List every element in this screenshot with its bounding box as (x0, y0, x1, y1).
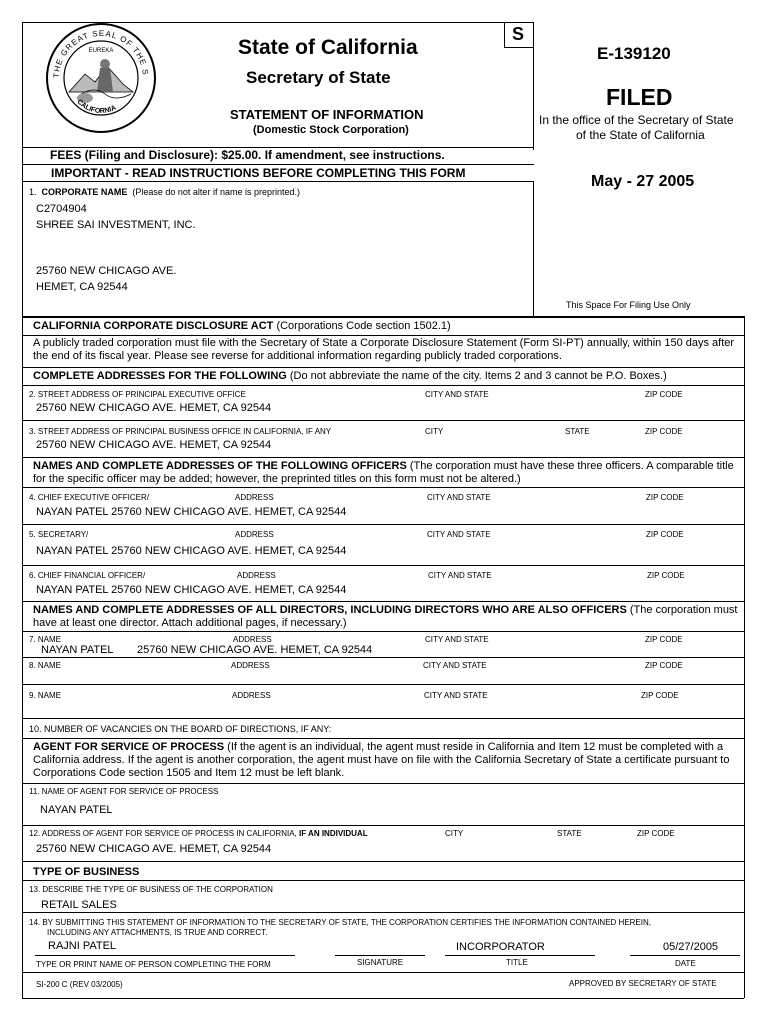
item8-zip-col: ZIP CODE (645, 661, 683, 670)
rule-item3-top (22, 420, 744, 421)
item4-zip-col: ZIP CODE (646, 493, 684, 502)
rule-item13-top (22, 880, 744, 881)
item9-zip-col: ZIP CODE (641, 691, 679, 700)
corp-number: C2704904 (36, 203, 87, 215)
item8-address-col: ADDRESS (231, 661, 270, 670)
rule-directors-top (22, 601, 744, 602)
important-line: IMPORTANT - READ INSTRUCTIONS BEFORE COMPLETING THIS FORM (51, 166, 466, 180)
item12-zip-col: ZIP CODE (637, 829, 675, 838)
item4-label: 4. CHIEF EXECUTIVE OFFICER/ (29, 493, 150, 502)
item5-zip-col: ZIP CODE (646, 530, 684, 539)
item6-address-col: ADDRESS (237, 571, 276, 580)
item12-city-col: CITY (445, 829, 464, 838)
item11-label: 11. NAME OF AGENT FOR SERVICE OF PROCESS (29, 787, 219, 796)
item14-line2: INCLUDING ANY ATTACHMENTS, IS TRUE AND CORRECT. (47, 928, 268, 937)
rule-item8-top (22, 657, 744, 658)
item10-label: 10. NUMBER OF VACANCIES ON THE BOARD OF DIRECTIONS, IF ANY: (29, 724, 332, 734)
corp-address1: 25760 NEW CHICAGO AVE. (36, 265, 177, 277)
filing-number: E-139120 (597, 44, 671, 63)
filed-office-line2: of the State of California (576, 128, 705, 142)
rule-item12-top (22, 825, 744, 826)
name-underline (35, 955, 295, 956)
item2-city-col: CITY AND STATE (425, 390, 489, 399)
title-underline (445, 955, 595, 956)
signature-underline (335, 955, 425, 956)
seal-motto: EUREKA (88, 48, 114, 54)
directors-title: NAMES AND COMPLETE ADDRESSES OF ALL DIRECTORS, INCLUDING DIRECTORS WHO ARE ALSO OFFICERS (The corporation must have at least one director. Attach additional pages, if necessary.) (33, 604, 738, 629)
form-title: STATEMENT OF INFORMATION (230, 107, 424, 122)
item3-state-col: STATE (565, 427, 590, 436)
rule-item11-top (22, 783, 744, 784)
rule-main-top (22, 316, 744, 318)
item13-value: RETAIL SALES (41, 899, 117, 911)
rule-item6-top (22, 565, 744, 566)
item4-city-col: CITY AND STATE (427, 493, 491, 502)
item6-city-col: CITY AND STATE (428, 571, 492, 580)
item12-label: 12. ADDRESS OF AGENT FOR SERVICE OF PROCESS IN CALIFORNIA, IF AN INDIVIDUAL (29, 829, 368, 838)
filing-space-note: This Space For Filing Use Only (566, 300, 691, 310)
signature-caption: SIGNATURE (357, 958, 404, 967)
item5-address-col: ADDRESS (235, 530, 274, 539)
rule-disclosure (22, 335, 744, 336)
item3-zip-col: ZIP CODE (645, 427, 683, 436)
item11-value: NAYAN PATEL (40, 804, 113, 816)
filing-frame-left (533, 22, 534, 150)
seal-bottom-text: CALIFORNIA (75, 98, 118, 115)
item14-line1: 14. BY SUBMITTING THIS STATEMENT OF INFORMATION TO THE SECRETARY OF STATE, THE CORPORATION CERTIFIES THE INFORMATION CONTAINED HEREIN, (29, 918, 651, 927)
date-caption: DATE (675, 959, 696, 968)
item5-value: NAYAN PATEL 25760 NEW CHICAGO AVE. HEMET, CA 92544 (36, 545, 347, 557)
item9-city-col: CITY AND STATE (424, 691, 488, 700)
form-id: SI-200 C (REV 03/2005) (36, 980, 123, 989)
item13-label: 13. DESCRIBE THE TYPE OF BUSINESS OF THE CORPORATION (29, 885, 273, 894)
title-caption: TITLE (506, 958, 528, 967)
rule-item14-top (22, 912, 744, 913)
item4-address-col: ADDRESS (235, 493, 274, 502)
item4-value: NAYAN PATEL 25760 NEW CHICAGO AVE. HEMET, CA 92544 (36, 506, 347, 518)
item7-address: 25760 NEW CHICAGO AVE. HEMET, CA 92544 (137, 644, 373, 656)
disclosure-title: CALIFORNIA CORPORATE DISCLOSURE ACT (Corporations Code section 1502.1) (33, 320, 451, 332)
item9-address-col: ADDRESS (232, 691, 271, 700)
sign-date: 05/27/2005 (663, 941, 719, 953)
item6-label: 6. CHIEF FINANCIAL OFFICER/ (29, 571, 146, 580)
business-title: TYPE OF BUSINESS (33, 866, 140, 878)
rule-addresses-header (22, 385, 744, 386)
state-seal (45, 22, 157, 134)
rule-footer-top (22, 972, 744, 973)
filed-office-line1: In the office of the Secretary of State (539, 113, 734, 127)
item9-label: 9. NAME (29, 691, 62, 700)
rule-item5-top (22, 524, 744, 525)
item7-zip-col: ZIP CODE (645, 635, 683, 644)
item1-label: 1. CORPORATE NAME (Please do not alter if name is preprinted.) (29, 187, 300, 197)
item7-address-col: ADDRESS (233, 635, 272, 644)
item1-right-edge (533, 181, 534, 316)
form-type-letter: S (512, 24, 525, 44)
rule-important-bottom (22, 181, 534, 182)
fees-line: FEES (Filing and Disclosure): $25.00. If amendment, see instructions. (50, 148, 445, 162)
item7-name: NAYAN PATEL (41, 644, 114, 656)
rule-item9-top (22, 684, 744, 685)
signer-name: RAJNI PATEL (48, 940, 117, 952)
frame-bottom (22, 998, 744, 999)
main-frame-right (744, 316, 745, 998)
item6-value: NAYAN PATEL 25760 NEW CHICAGO AVE. HEMET, CA 92544 (36, 584, 347, 596)
item2-label: 2. STREET ADDRESS OF PRINCIPAL EXECUTIVE OFFICE (29, 390, 246, 399)
filed-date: May - 27 2005 (591, 173, 695, 190)
item7-city-col: CITY AND STATE (425, 635, 489, 644)
approved-note: APPROVED BY SECRETARY OF STATE (569, 979, 717, 988)
officers-title: NAMES AND COMPLETE ADDRESSES OF THE FOLLOWING OFFICERS (The corporation must have these three officers. A comparable title for the specific officer may be added; however, the preprinted titles on this form must not be altered.) (33, 460, 734, 485)
item2-zip-col: ZIP CODE (645, 390, 683, 399)
corp-name: SHREE SAI INVESTMENT, INC. (36, 219, 196, 231)
rule-item10-top (22, 718, 744, 719)
seal-outer-text: THE GREAT SEAL OF THE S (51, 28, 151, 79)
item12-state-col: STATE (557, 829, 582, 838)
disclosure-text: A publicly traded corporation must file with the Secretary of State a Corporate Disclosure Statement (Form SI-PT) annually, within 150 days after the end of its fiscal year. Please see reverse for additional information regarding publicly traded corporations. (33, 337, 735, 362)
date-underline (630, 955, 740, 956)
item3-city-col: CITY (425, 427, 444, 436)
rule-addresses-top (22, 367, 744, 368)
item5-label: 5. SECRETARY/ (29, 530, 89, 539)
rule-business-top (22, 861, 744, 862)
form-subtitle: (Domestic Stock Corporation) (253, 124, 409, 136)
corp-address2: HEMET, CA 92544 (36, 281, 128, 293)
item12-value: 25760 NEW CHICAGO AVE. HEMET, CA 92544 (36, 843, 272, 855)
rule-agent-top (22, 738, 744, 739)
frame-top (22, 22, 534, 23)
item5-city-col: CITY AND STATE (427, 530, 491, 539)
item8-city-col: CITY AND STATE (423, 661, 487, 670)
item7-label: 7. NAME (29, 635, 62, 644)
item3-value: 25760 NEW CHICAGO AVE. HEMET, CA 92544 (36, 439, 272, 451)
item3-label: 3. STREET ADDRESS OF PRINCIPAL BUSINESS OFFICE IN CALIFORNIA, IF ANY (29, 427, 332, 436)
header-office: Secretary of State (246, 68, 391, 87)
filed-stamp: FILED (606, 84, 673, 110)
rule-directors-header (22, 631, 744, 632)
svg-text:CALIFORNIA (75, 98, 117, 115)
rule-fees-bottom (22, 164, 534, 165)
name-caption: TYPE OR PRINT NAME OF PERSON COMPLETING THE FORM (36, 960, 271, 969)
header-state: State of California (238, 36, 418, 59)
rule-officers-top (22, 457, 744, 458)
frame-left (22, 22, 23, 316)
agent-title: AGENT FOR SERVICE OF PROCESS (If the agent is an individual, the agent must reside in California and Item 12 must be completed with a California address. If the agent is another corporation, the agent must have on file with the California Secretary of State a certificate pursuant to Corporations Code section 1505 and Item 12 must be left blank. (33, 741, 730, 779)
addresses-title: COMPLETE ADDRESSES FOR THE FOLLOWING (Do not abbreviate the name of the city. Items 2 and 3 cannot be P.O. Boxes.) (33, 370, 667, 382)
item2-value: 25760 NEW CHICAGO AVE. HEMET, CA 92544 (36, 402, 272, 414)
rule-officers-header (22, 487, 744, 488)
item8-label: 8. NAME (29, 661, 62, 670)
signer-title: INCORPORATOR (456, 941, 545, 953)
item6-zip-col: ZIP CODE (647, 571, 685, 580)
